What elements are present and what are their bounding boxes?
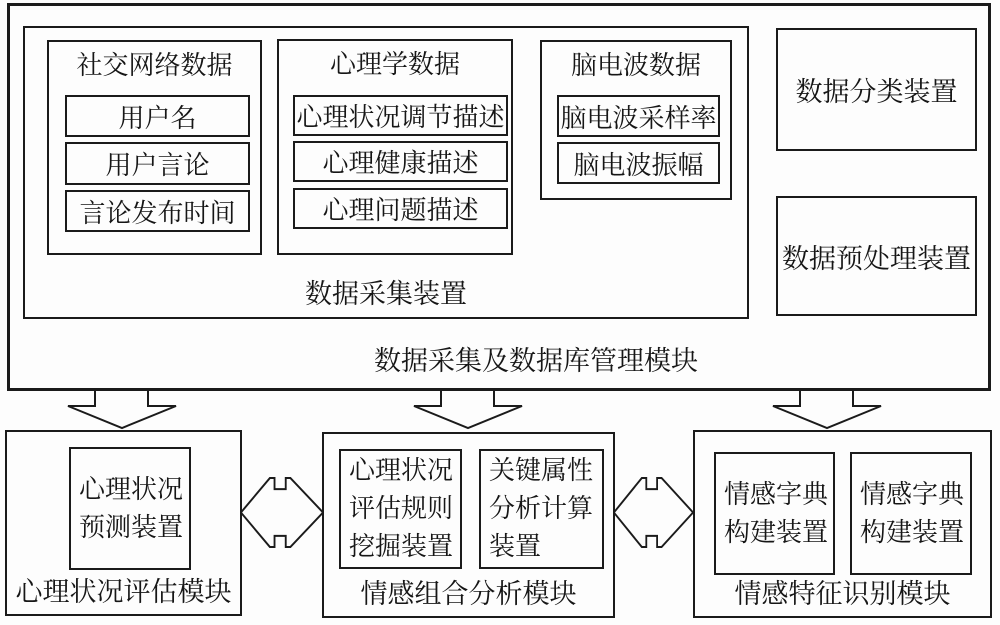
emotion-dictionary-device-label: 情感字典构建装置 bbox=[724, 479, 829, 547]
psych-prediction-device-label: 心理状况预测装置 bbox=[79, 474, 184, 542]
emotion-dictionary-device-box bbox=[714, 452, 835, 575]
brainwave-amplitude-box: 脑电波振幅 bbox=[557, 142, 720, 184]
down-arrow-icon bbox=[413, 389, 523, 430]
emotion-combination-module-box bbox=[322, 432, 615, 618]
emotion-feature-module-box bbox=[693, 430, 992, 618]
brainwave-data-group bbox=[540, 40, 732, 200]
comment-time-box: 言论发布时间 bbox=[65, 190, 250, 232]
double-arrow-icon bbox=[240, 477, 324, 548]
down-arrow-icon bbox=[772, 389, 882, 430]
psychology-data-title: 心理学数据 bbox=[329, 50, 460, 79]
emotion-dictionary-device-box bbox=[850, 452, 972, 575]
username-box: 用户名 bbox=[65, 95, 250, 137]
data-classification-device-box: 数据分类装置 bbox=[776, 28, 977, 151]
psych-assessment-module-label: 心理状况评估模块 bbox=[15, 577, 232, 607]
social-network-data-group bbox=[47, 40, 262, 255]
key-attribute-analysis-device-label: 关键属性分析计算装置 bbox=[489, 456, 594, 561]
social-network-data-title: 社交网络数据 bbox=[76, 51, 233, 80]
data-collection-device-label: 数据采集装置 bbox=[305, 279, 467, 309]
double-arrow-icon bbox=[613, 477, 694, 548]
mental-health-box: 心理健康描述 bbox=[293, 141, 508, 182]
assessment-rule-mining-device-box bbox=[339, 449, 462, 569]
psych-assessment-module-box bbox=[5, 430, 242, 616]
psychology-data-group bbox=[277, 39, 513, 255]
data-collection-device-box bbox=[23, 26, 749, 319]
data-preprocessing-device-box: 数据预处理装置 bbox=[776, 196, 977, 316]
emotion-combination-module-label: 情感组合分析模块 bbox=[360, 579, 577, 609]
emotion-feature-module-label: 情感特征识别模块 bbox=[734, 579, 951, 609]
data-management-module-label: 数据采集及数据库管理模块 bbox=[374, 346, 698, 376]
brainwave-sample-rate-box: 脑电波采样率 bbox=[557, 95, 720, 137]
emotion-dictionary-device-label: 情感字典构建装置 bbox=[860, 479, 965, 547]
psych-problem-box: 心理问题描述 bbox=[293, 188, 508, 229]
key-attribute-analysis-device-box bbox=[479, 449, 604, 569]
data-management-module-box bbox=[7, 3, 991, 391]
down-arrow-icon bbox=[67, 389, 177, 430]
psych-state-adjust-box: 心理状况调节描述 bbox=[293, 95, 508, 136]
user-comments-box: 用户言论 bbox=[65, 142, 250, 185]
assessment-rule-mining-device-label: 心理状况评估规则挖掘装置 bbox=[349, 456, 454, 561]
brainwave-data-title: 脑电波数据 bbox=[570, 51, 701, 80]
psych-prediction-device-box bbox=[69, 447, 191, 570]
